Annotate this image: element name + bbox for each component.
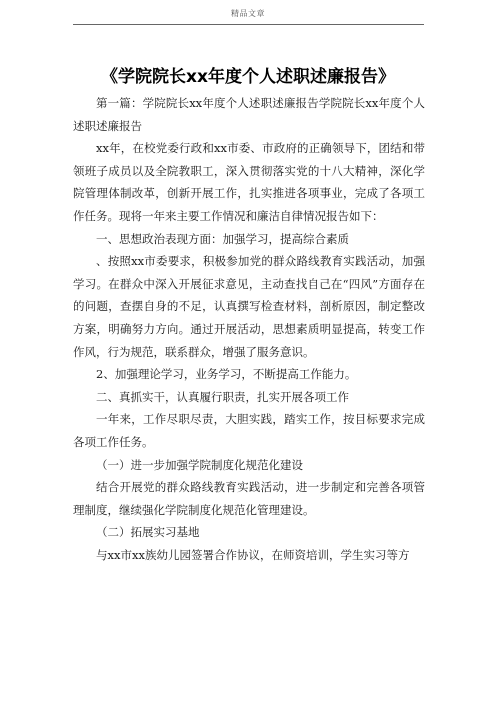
paragraph-internship: 与xx市xx族幼儿园签署合作协议，在师资培训，学生实习等方 [96,547,410,562]
page-header-label: 精品文章 [231,9,265,18]
header-divider [73,24,424,25]
paragraph-overview: xx年，在校党委行政和xx市委、市政府的正确领导下，团结和带领班子成员以及全院教职工，深入贯彻落实党的十八大精神，深化学院管理体制改革，创新开展工作，扎实推进各项事业，完成了各项工作任务。现将一年来主要工作情况和廉洁自律情况报告如下： [73,141,425,223]
paragraph-institution: 结合开展党的群众路线教育实践活动，进一步制定和完善各项管理制度，继续强化学院制度化规范化管理建设。 [73,480,425,517]
subsection-heading-2: （二）拓展实习基地 [96,525,200,540]
document-body [73,92,425,566]
paragraph-intro: 第一篇：学院院长xx年度个人述职述廉报告学院院长xx年度个人述职述廉报告 [73,96,425,133]
document-title: 《学院院长xx年度个人述职述廉报告》 [101,67,395,87]
paragraph-duties: 一年来，工作尽职尽责，大胆实践，踏实工作，按目标要求完成各项工作任务。 [73,412,425,449]
paragraph-theory: 2、加强理论学习，业务学习，不断提高工作能力。 [96,367,357,382]
subsection-heading-1: （一）进一步加强学院制度化规范化建设 [96,457,303,472]
section-heading-2: 二、真抓实干，认真履行职责，扎实开展各项工作 [96,389,349,404]
paragraph-study: 、按照xx市委要求，积极参加党的群众路线教育实践活动，加强学习。在群众中深入开展征求意见，主动查找自己在“四风”方面存在的问题，查摆自身的不足，认真撰写检查材料，剖析原因，制定整改方案，明确努力方向。通过开展活动，思想素质明显提高，转变工作作风，行为规范，联系群众，增强了服务意识。 [73,254,425,359]
section-heading-1: 一、思想政治表现方面：加强学习，提高综合素质 [96,231,349,246]
